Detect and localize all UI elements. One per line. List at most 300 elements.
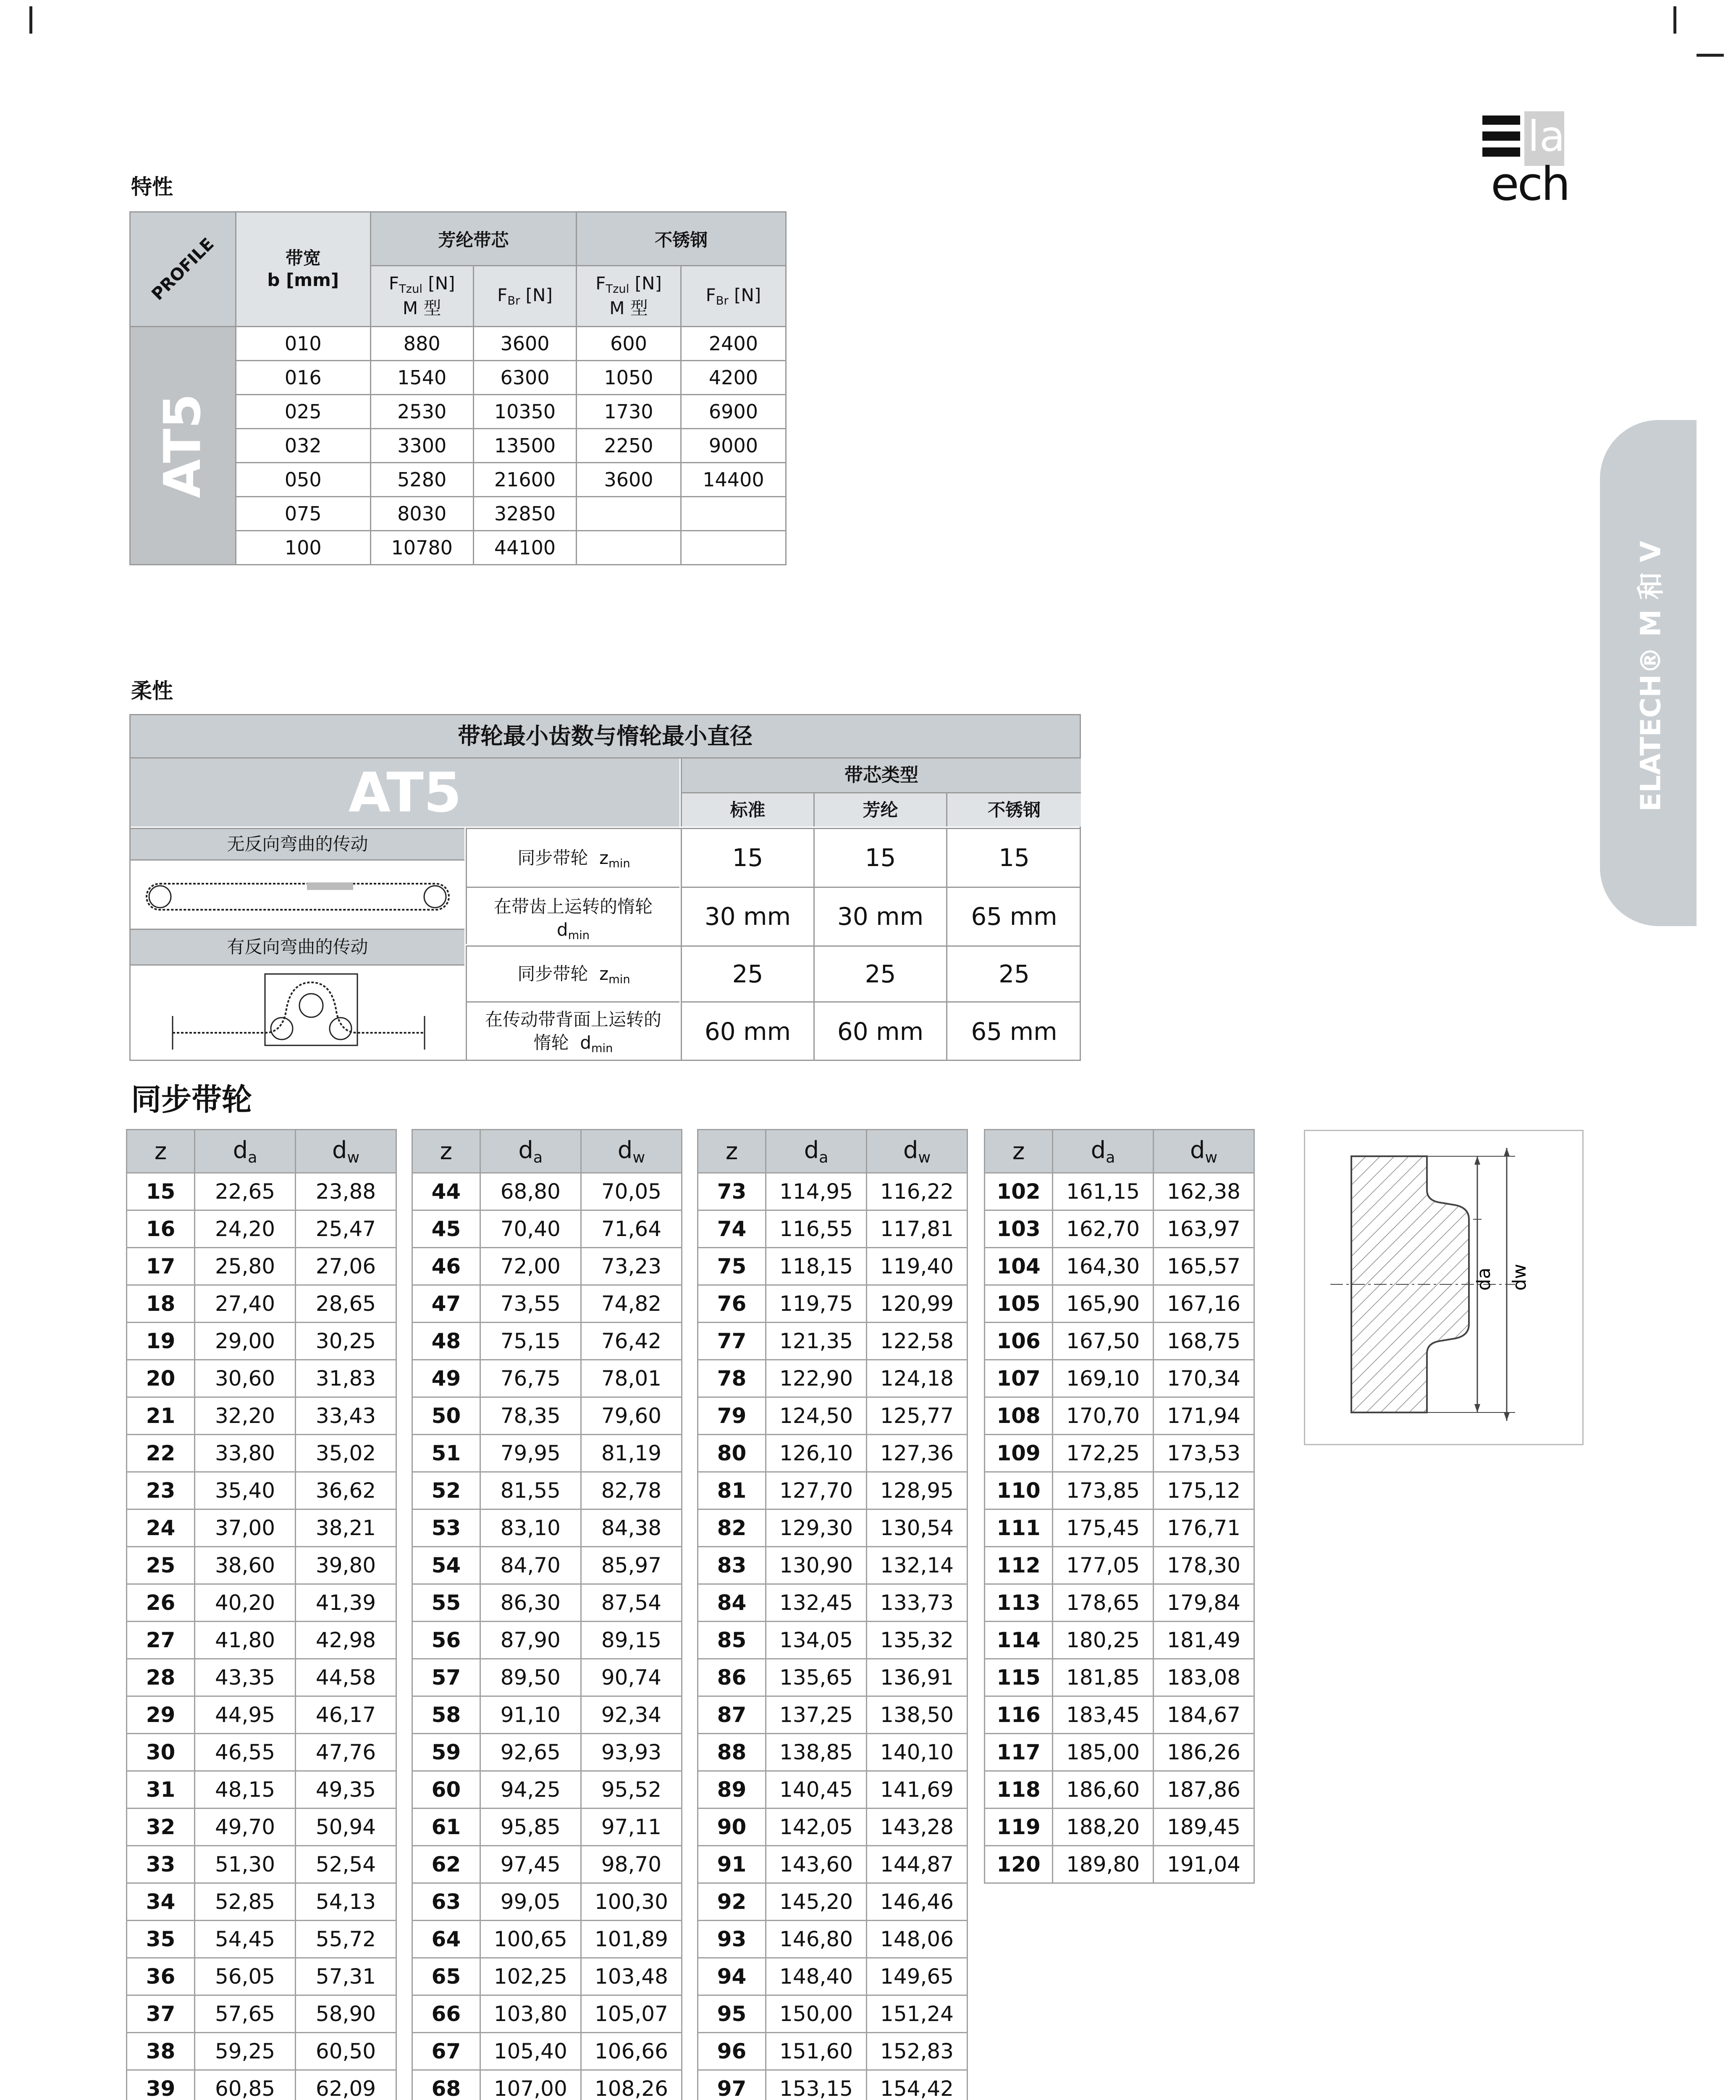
profile-label-cell <box>130 212 236 327</box>
dw-cell: 108,26 <box>581 2070 682 2100</box>
dw-cell: 151,24 <box>867 1995 968 2033</box>
da-cell: 22,65 <box>195 1173 296 1210</box>
width-header <box>236 212 370 327</box>
ftzul-symbol: F <box>595 273 606 294</box>
teeth-cell: 94 <box>698 1958 766 1995</box>
table-row <box>698 1846 968 1883</box>
pulley-table-header <box>698 1130 968 1173</box>
table-row <box>985 1509 1254 1547</box>
dw-cell: 120,99 <box>867 1285 968 1323</box>
dw-cell: 148,06 <box>867 1921 968 1958</box>
teeth-cell: 116 <box>985 1696 1053 1734</box>
da-cell: 186,60 <box>1053 1771 1154 1809</box>
teeth-cell: 47 <box>412 1285 480 1323</box>
row2-symbol: d <box>556 919 568 940</box>
dw-cell: 38,21 <box>296 1509 396 1547</box>
dw-cell: 58,90 <box>296 1995 396 2033</box>
dw-cell: 106,66 <box>581 2033 682 2070</box>
da-cell: 25,80 <box>195 1248 296 1285</box>
header-z: z <box>127 1130 195 1173</box>
table-row <box>412 1995 682 2033</box>
table-row <box>698 1921 968 1958</box>
table-row <box>412 1248 682 1285</box>
table-row <box>127 1696 396 1734</box>
value-cell: 9000 <box>681 429 786 463</box>
dw-cell: 41,39 <box>296 1584 396 1622</box>
teeth-cell: 88 <box>698 1734 766 1771</box>
properties-row <box>130 327 786 361</box>
value-cell: 1540 <box>370 361 473 395</box>
teeth-cell: 115 <box>985 1659 1053 1696</box>
header-da-sub: a <box>819 1148 829 1166</box>
dw-cell: 93,93 <box>581 1734 682 1771</box>
value-cell: 6900 <box>681 395 786 429</box>
dw-cell: 33,43 <box>296 1397 396 1435</box>
value-cell <box>681 497 786 531</box>
dw-cell: 170,34 <box>1154 1360 1254 1397</box>
table-row <box>698 1397 968 1435</box>
table-row <box>127 1248 396 1285</box>
belt-reverse-diagram <box>131 966 464 1061</box>
da-cell: 172,25 <box>1053 1435 1154 1472</box>
da-cell: 83,10 <box>480 1509 581 1547</box>
da-cell: 37,00 <box>195 1509 296 1547</box>
table-row <box>698 1547 968 1584</box>
table-row <box>127 1210 396 1248</box>
dw-cell: 87,54 <box>581 1584 682 1622</box>
da-cell: 97,45 <box>480 1846 581 1883</box>
dw-cell: 124,18 <box>867 1360 968 1397</box>
header-dw <box>867 1130 968 1173</box>
table-row <box>412 1323 682 1360</box>
dw-cell: 52,54 <box>296 1846 396 1883</box>
teeth-cell: 16 <box>127 1210 195 1248</box>
dw-cell: 27,06 <box>296 1248 396 1285</box>
da-cell: 27,40 <box>195 1285 296 1323</box>
dw-cell: 132,14 <box>867 1547 968 1584</box>
row1-label <box>466 828 681 887</box>
table-row <box>985 1472 1254 1509</box>
table-row <box>127 1360 396 1397</box>
teeth-cell: 31 <box>127 1771 195 1809</box>
teeth-cell: 120 <box>985 1846 1053 1883</box>
table-row <box>698 1584 968 1622</box>
col-ftzul-steel <box>577 266 681 327</box>
dw-cell: 144,87 <box>867 1846 968 1883</box>
value-cell: 10780 <box>370 531 473 565</box>
crop-mark-tl <box>29 6 32 34</box>
teeth-cell: 48 <box>412 1323 480 1360</box>
table-row <box>985 1659 1254 1696</box>
teeth-cell: 90 <box>698 1809 766 1846</box>
table-row <box>412 1360 682 1397</box>
pulley-table <box>126 1129 397 2100</box>
value-cell: 14400 <box>681 463 786 497</box>
table-row <box>698 1435 968 1472</box>
value-cell: 2530 <box>370 395 473 429</box>
teeth-cell: 21 <box>127 1397 195 1435</box>
table-row <box>698 1809 968 1846</box>
da-cell: 79,95 <box>480 1435 581 1472</box>
value-cell: 3600 <box>577 463 681 497</box>
dw-cell: 47,76 <box>296 1734 396 1771</box>
teeth-cell: 55 <box>412 1584 480 1622</box>
header-da <box>766 1130 867 1173</box>
teeth-cell: 37 <box>127 1995 195 2033</box>
header-dw <box>581 1130 682 1173</box>
table-row <box>698 2070 968 2100</box>
dw-cell: 60,50 <box>296 2033 396 2070</box>
teeth-cell: 60 <box>412 1771 480 1809</box>
case1-diagram <box>131 859 464 929</box>
ftzul-unit: [N] <box>635 273 662 294</box>
flex-core-steel: 不锈钢 <box>946 793 1081 827</box>
header-da-sub: a <box>1106 1148 1115 1166</box>
value-cell: 44100 <box>473 531 576 565</box>
da-cell: 150,00 <box>766 1995 867 2033</box>
row3-label <box>466 945 681 1001</box>
da-cell: 124,50 <box>766 1397 867 1435</box>
dw-cell: 116,22 <box>867 1173 968 1210</box>
header-dw-symbol: d <box>903 1136 918 1164</box>
da-cell: 73,55 <box>480 1285 581 1323</box>
da-cell: 114,95 <box>766 1173 867 1210</box>
table-row <box>698 1285 968 1323</box>
row1-sub: min <box>608 857 630 871</box>
table-row <box>412 1210 682 1248</box>
table-row <box>985 1173 1254 1210</box>
dw-cell: 135,32 <box>867 1622 968 1659</box>
table-row <box>127 1771 396 1809</box>
da-cell: 145,20 <box>766 1883 867 1921</box>
dw-cell: 105,07 <box>581 1995 682 2033</box>
teeth-cell: 102 <box>985 1173 1053 1210</box>
dw-cell: 173,53 <box>1154 1435 1254 1472</box>
teeth-cell: 110 <box>985 1472 1053 1509</box>
table-row <box>698 1659 968 1696</box>
value-cell: 4200 <box>681 361 786 395</box>
teeth-cell: 84 <box>698 1584 766 1622</box>
teeth-cell: 81 <box>698 1472 766 1509</box>
table-row <box>127 2070 396 2100</box>
header-da-sub: a <box>248 1148 257 1166</box>
teeth-cell: 27 <box>127 1622 195 1659</box>
teeth-cell: 82 <box>698 1509 766 1547</box>
teeth-cell: 87 <box>698 1696 766 1734</box>
col-ftzul-aramid <box>370 266 473 327</box>
flex-value: 15 <box>946 828 1081 887</box>
teeth-cell: 65 <box>412 1958 480 1995</box>
dw-cell: 98,70 <box>581 1846 682 1883</box>
table-row <box>412 1958 682 1995</box>
dw-cell: 55,72 <box>296 1921 396 1958</box>
row3-symbol: z <box>599 963 609 984</box>
teeth-cell: 35 <box>127 1921 195 1958</box>
da-cell: 81,55 <box>480 1472 581 1509</box>
teeth-cell: 54 <box>412 1547 480 1584</box>
dw-cell: 128,95 <box>867 1472 968 1509</box>
teeth-cell: 44 <box>412 1173 480 1210</box>
teeth-cell: 111 <box>985 1509 1053 1547</box>
table-row <box>985 1734 1254 1771</box>
table-row <box>412 2033 682 2070</box>
row4-text: 在传动带背面上运转的 <box>485 1009 661 1030</box>
teeth-cell: 91 <box>698 1846 766 1883</box>
dw-cell: 175,12 <box>1154 1472 1254 1509</box>
col-fbr-aramid <box>473 266 576 327</box>
side-tab-label: ELATECH® M 和 V <box>1634 541 1667 812</box>
dw-cell: 189,45 <box>1154 1809 1254 1846</box>
teeth-cell: 64 <box>412 1921 480 1958</box>
da-cell: 94,25 <box>480 1771 581 1809</box>
da-cell: 138,85 <box>766 1734 867 1771</box>
dw-cell: 171,94 <box>1154 1397 1254 1435</box>
table-row <box>698 1622 968 1659</box>
crop-mark-tr <box>1673 6 1676 34</box>
dw-cell: 44,58 <box>296 1659 396 1696</box>
dw-cell: 186,26 <box>1154 1734 1254 1771</box>
da-cell: 59,25 <box>195 2033 296 2070</box>
ftzul-sub: Tzul <box>399 283 422 296</box>
ftzul-unit: [N] <box>428 273 455 294</box>
teeth-cell: 79 <box>698 1397 766 1435</box>
table-row <box>985 1210 1254 1248</box>
da-cell: 32,20 <box>195 1397 296 1435</box>
dw-cell: 39,80 <box>296 1547 396 1584</box>
table-row <box>127 1397 396 1435</box>
diagram-da-label: da <box>1473 1268 1495 1291</box>
flex-value: 60 mm <box>681 1001 813 1061</box>
teeth-cell: 29 <box>127 1696 195 1734</box>
table-row <box>698 1995 968 2033</box>
da-cell: 100,65 <box>480 1921 581 1958</box>
da-cell: 76,75 <box>480 1360 581 1397</box>
dw-cell: 79,60 <box>581 1397 682 1435</box>
dw-cell: 191,04 <box>1154 1846 1254 1883</box>
flex-core-standard: 标准 <box>681 793 813 827</box>
da-cell: 56,05 <box>195 1958 296 1995</box>
dw-cell: 165,57 <box>1154 1248 1254 1285</box>
da-cell: 107,00 <box>480 2070 581 2100</box>
table-row <box>985 1248 1254 1285</box>
da-cell: 169,10 <box>1053 1360 1154 1397</box>
header-z: z <box>412 1130 480 1173</box>
table-row <box>698 1173 968 1210</box>
row2-text: 在带齿上运转的惰轮 <box>493 896 653 917</box>
fbr-sub: Br <box>507 294 520 308</box>
col-fbr-steel <box>681 266 786 327</box>
value-cell: 3300 <box>370 429 473 463</box>
da-cell: 54,45 <box>195 1921 296 1958</box>
table-row <box>412 1547 682 1584</box>
width-cell: 032 <box>236 429 370 463</box>
da-cell: 162,70 <box>1053 1210 1154 1248</box>
da-cell: 99,05 <box>480 1883 581 1921</box>
da-cell: 103,80 <box>480 1995 581 2033</box>
teeth-cell: 61 <box>412 1809 480 1846</box>
row4-label <box>466 1001 679 1060</box>
dw-cell: 35,02 <box>296 1435 396 1472</box>
flex-value: 15 <box>813 828 946 887</box>
teeth-cell: 85 <box>698 1622 766 1659</box>
table-row <box>412 1397 682 1435</box>
profile-label: PROFILE <box>148 234 218 304</box>
dw-cell: 76,42 <box>581 1323 682 1360</box>
teeth-cell: 73 <box>698 1173 766 1210</box>
teeth-cell: 109 <box>985 1435 1053 1472</box>
teeth-cell: 86 <box>698 1659 766 1696</box>
teeth-cell: 38 <box>127 2033 195 2070</box>
da-cell: 137,25 <box>766 1696 867 1734</box>
da-cell: 43,35 <box>195 1659 296 1696</box>
ftzul-symbol: F <box>388 273 399 294</box>
da-cell: 78,35 <box>480 1397 581 1435</box>
row1-text: 同步带轮 <box>517 848 588 868</box>
table-row <box>985 1547 1254 1584</box>
table-row <box>698 1509 968 1547</box>
value-cell: 21600 <box>473 463 576 497</box>
value-cell <box>577 497 681 531</box>
row1-symbol: z <box>599 848 609 868</box>
dw-cell: 125,77 <box>867 1397 968 1435</box>
table-row <box>698 1958 968 1995</box>
mtype-label: M 型 <box>609 298 648 319</box>
dw-cell: 46,17 <box>296 1696 396 1734</box>
dw-cell: 133,73 <box>867 1584 968 1622</box>
table-row <box>698 1472 968 1509</box>
teeth-cell: 63 <box>412 1883 480 1921</box>
teeth-cell: 83 <box>698 1547 766 1584</box>
teeth-cell: 92 <box>698 1883 766 1921</box>
teeth-cell: 46 <box>412 1248 480 1285</box>
flex-value: 30 mm <box>681 887 813 945</box>
da-cell: 91,10 <box>480 1696 581 1734</box>
row3-sub: min <box>608 973 630 987</box>
dw-cell: 187,86 <box>1154 1771 1254 1809</box>
teeth-cell: 62 <box>412 1846 480 1883</box>
da-cell: 189,80 <box>1053 1846 1154 1883</box>
dw-cell: 152,83 <box>867 2033 968 2070</box>
value-cell <box>681 531 786 565</box>
da-cell: 161,15 <box>1053 1173 1154 1210</box>
teeth-cell: 118 <box>985 1771 1053 1809</box>
table-row <box>127 1921 396 1958</box>
table-row <box>698 1210 968 1248</box>
teeth-cell: 67 <box>412 2033 480 2070</box>
da-cell: 68,80 <box>480 1173 581 1210</box>
dw-cell: 85,97 <box>581 1547 682 1584</box>
dw-cell: 78,01 <box>581 1360 682 1397</box>
table-row <box>127 1173 396 1210</box>
teeth-cell: 103 <box>985 1210 1053 1248</box>
section-title-pulleys: 同步带轮 <box>131 1082 252 1117</box>
teeth-cell: 59 <box>412 1734 480 1771</box>
table-row <box>985 1809 1254 1846</box>
dw-cell: 84,38 <box>581 1509 682 1547</box>
width-header-unit: b [mm] <box>267 270 339 290</box>
dw-cell: 184,67 <box>1154 1696 1254 1734</box>
properties-table <box>129 211 787 565</box>
header-da-symbol: d <box>1091 1136 1106 1164</box>
da-cell: 75,15 <box>480 1323 581 1360</box>
value-cell: 880 <box>370 327 473 361</box>
value-cell: 10350 <box>473 395 576 429</box>
teeth-cell: 57 <box>412 1659 480 1696</box>
dw-cell: 178,30 <box>1154 1547 1254 1584</box>
teeth-cell: 89 <box>698 1771 766 1809</box>
table-row <box>412 1734 682 1771</box>
teeth-cell: 114 <box>985 1622 1053 1659</box>
da-cell: 134,05 <box>766 1622 867 1659</box>
teeth-cell: 113 <box>985 1584 1053 1622</box>
table-row <box>127 1435 396 1472</box>
table-row <box>127 1622 396 1659</box>
dw-cell: 100,30 <box>581 1883 682 1921</box>
da-cell: 129,30 <box>766 1509 867 1547</box>
flex-table-title: 带轮最小齿数与惰轮最小直径 <box>131 715 1080 759</box>
fbr-unit: [N] <box>734 284 761 305</box>
header-da-symbol: d <box>804 1136 819 1164</box>
dw-cell: 168,75 <box>1154 1323 1254 1360</box>
dw-cell: 90,74 <box>581 1659 682 1696</box>
table-row <box>412 1696 682 1734</box>
header-dw-sub: w <box>632 1148 645 1166</box>
table-row <box>985 1696 1254 1734</box>
flex-value: 60 mm <box>813 1001 946 1061</box>
dw-cell: 82,78 <box>581 1472 682 1509</box>
table-row <box>127 1734 396 1771</box>
section-title-flexibility: 柔性 <box>131 679 173 703</box>
dw-cell: 50,94 <box>296 1809 396 1846</box>
table-row <box>127 1584 396 1622</box>
header-da <box>1053 1130 1154 1173</box>
da-cell: 46,55 <box>195 1734 296 1771</box>
value-cell: 6300 <box>473 361 576 395</box>
da-cell: 188,20 <box>1053 1809 1154 1846</box>
header-dw-symbol: d <box>332 1136 347 1164</box>
dw-cell: 36,62 <box>296 1472 396 1509</box>
dw-cell: 95,52 <box>581 1771 682 1809</box>
crop-mark-tr-h <box>1697 54 1724 57</box>
table-row <box>127 1809 396 1846</box>
header-da-sub: a <box>533 1148 543 1166</box>
mtype-label: M 型 <box>402 298 441 319</box>
fbr-symbol: F <box>497 284 508 305</box>
value-cell: 2250 <box>577 429 681 463</box>
logo <box>1482 111 1583 212</box>
da-cell: 30,60 <box>195 1360 296 1397</box>
header-dw <box>296 1130 396 1173</box>
value-cell <box>577 531 681 565</box>
ftzul-sub: Tzul <box>606 283 629 296</box>
pulley-diagram <box>1304 1130 1584 1445</box>
teeth-cell: 78 <box>698 1360 766 1397</box>
row4-symbol: d <box>580 1032 591 1053</box>
table-row <box>412 1435 682 1472</box>
da-cell: 183,45 <box>1053 1696 1154 1734</box>
table-row <box>985 1584 1254 1622</box>
teeth-cell: 51 <box>412 1435 480 1472</box>
table-row <box>412 2070 682 2100</box>
da-cell: 151,60 <box>766 2033 867 2070</box>
table-row <box>985 1397 1254 1435</box>
da-cell: 170,70 <box>1053 1397 1154 1435</box>
teeth-cell: 45 <box>412 1210 480 1248</box>
da-cell: 126,10 <box>766 1435 867 1472</box>
flex-value: 25 <box>946 945 1081 1001</box>
table-row <box>127 1846 396 1883</box>
dw-cell: 42,98 <box>296 1622 396 1659</box>
